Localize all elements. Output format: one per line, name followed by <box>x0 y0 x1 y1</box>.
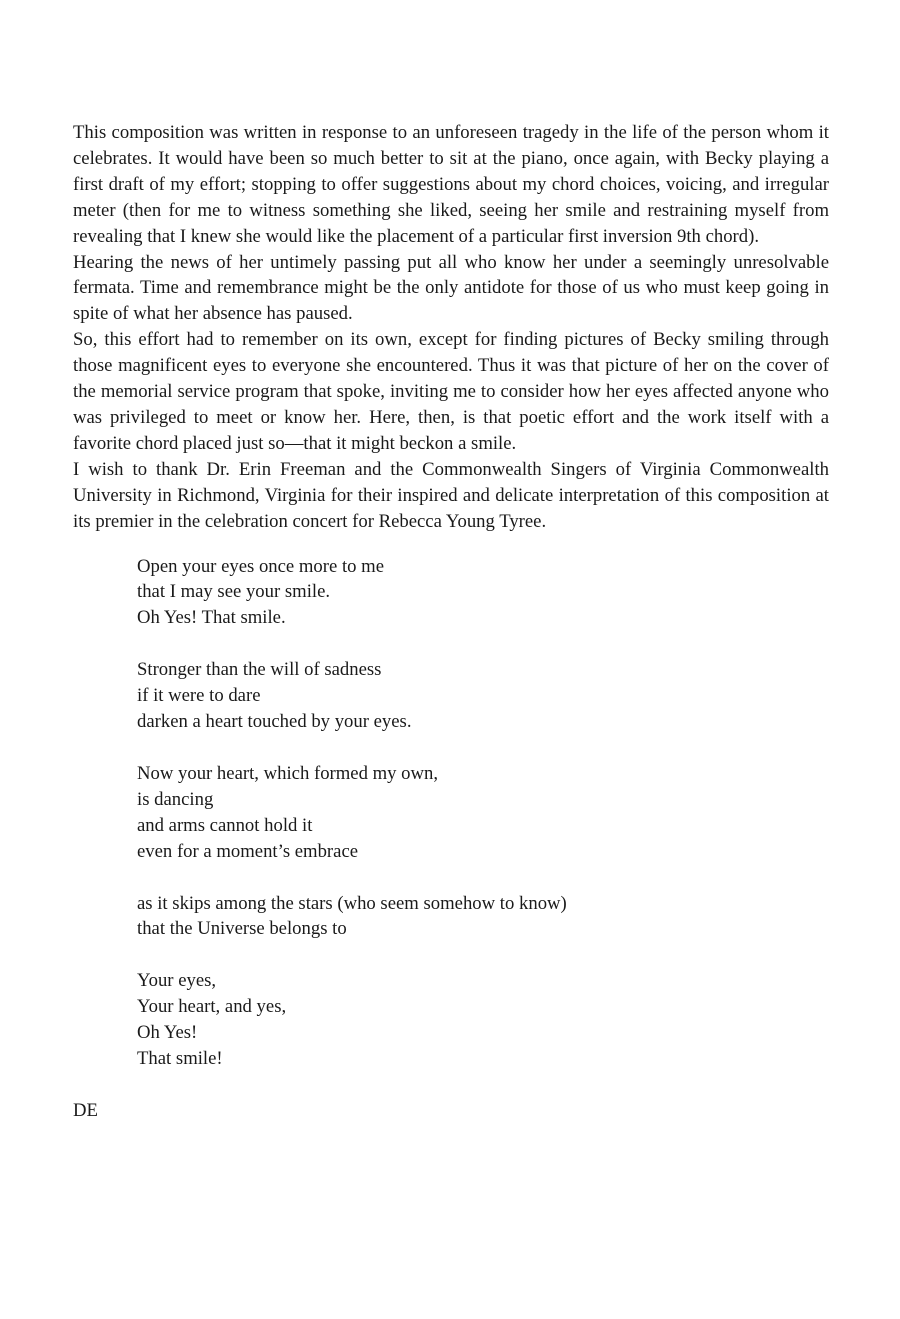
poem-line: is dancing <box>137 788 214 810</box>
prose-section <box>73 120 829 535</box>
poem-line: that the Universe belongs to <box>137 918 347 940</box>
poem-stanza <box>137 554 829 632</box>
poem-line: Your eyes, <box>137 970 217 992</box>
author-initials: DE <box>73 1100 98 1121</box>
poem-line: Stronger than the will of sadness <box>137 659 382 681</box>
poem-line: Your heart, and yes, <box>137 996 287 1018</box>
poem-line: as it skips among the stars (who seem somehow to know) <box>137 892 567 914</box>
poem-line: Oh Yes! That smile. <box>137 607 286 629</box>
poem-stanza <box>137 968 829 1072</box>
poem-line: even for a moment’s embrace <box>137 840 359 862</box>
poem-line: that I may see your smile. <box>137 581 331 603</box>
prose-paragraph: This composition was written in response to an unforeseen tragedy in the life of the person whom it celebrates. It would have been so much better to sit at the piano, once again, with Becky playing a first draft of my effort; stopping to offer suggestions about my chord choices, voicing, and irregular meter (then for me to witness something she liked, seeing her smile and restraining myself from revealing that I knew she would like the placement of a particular first inversion 9th chord). <box>73 122 829 247</box>
poem-line: Oh Yes! <box>137 1022 198 1044</box>
poem-line: darken a heart touched by your eyes. <box>137 711 412 733</box>
prose-paragraph: Hearing the news of her untimely passing put all who know her under a seemingly unresolvable fermata. Time and remembrance might be the only antidote for those of us who must keep going in spite of what her absence has paused. <box>73 251 829 325</box>
poem <box>137 554 829 1073</box>
poem-line: if it were to dare <box>137 685 261 707</box>
prose-paragraph: So, this effort had to remember on its own, except for finding pictures of Becky smiling through those magnificent eyes to everyone she encountered. Thus it was that picture of her on the cover of the memorial service program that spoke, inviting me to consider how her eyes affected anyone who was privileged to meet or know her. Here, then, is that poetic effort and the work itself with a favorite chord placed just so—that it might beckon a smile. <box>73 329 829 454</box>
poem-stanza <box>137 891 829 943</box>
poem-line: Open your eyes once more to me <box>137 555 385 577</box>
poem-line: and arms cannot hold it <box>137 814 313 836</box>
document-page <box>73 120 829 1124</box>
prose-paragraph: I wish to thank Dr. Erin Freeman and the Commonwealth Singers of Virginia Commonwealth University in Richmond, Virginia for their inspired and delicate interpretation of this composition at its premier in the celebration concert for Rebecca Young Tyree. <box>73 458 829 532</box>
poem-line: That smile! <box>137 1048 223 1070</box>
poem-stanza <box>137 761 829 865</box>
poem-line: Now your heart, which formed my own, <box>137 762 439 784</box>
poem-stanza <box>137 657 829 735</box>
